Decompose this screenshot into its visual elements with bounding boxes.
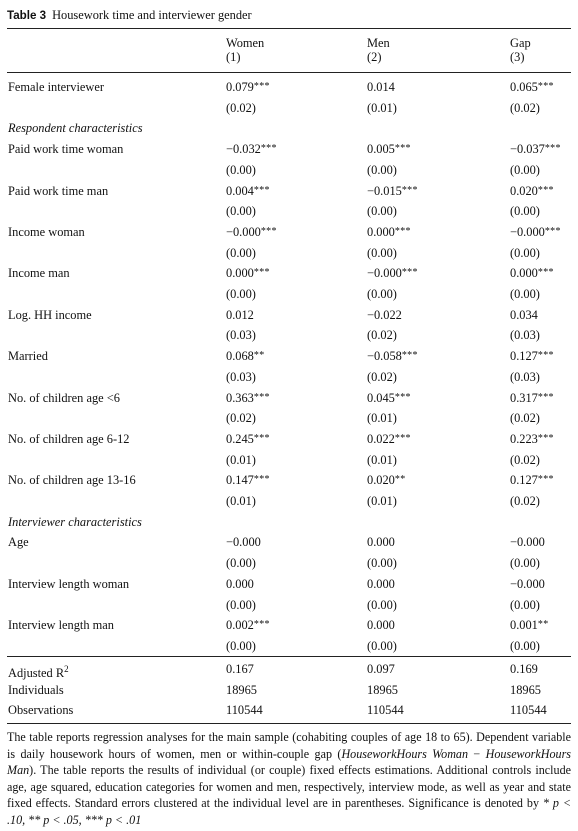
significance-stars: *** [537, 474, 554, 486]
stat-value: 110544 [510, 703, 547, 717]
coefficient-cell: −0.022 [367, 307, 402, 322]
coefficient-cell: 0.002*** [226, 618, 270, 633]
std-error-cell: (0.00) [226, 597, 256, 612]
coefficient-cell: 0.020*** [510, 183, 554, 198]
std-error-cell: (0.01) [367, 452, 397, 467]
significance-stars: *** [253, 267, 270, 279]
std-error-cell: (0.00) [226, 162, 256, 177]
coefficient-cell: −0.015*** [367, 183, 418, 198]
std-error-cell: (0.00) [367, 638, 397, 653]
coefficient-cell: 0.000*** [367, 224, 411, 239]
std-error-cell: (0.02) [510, 494, 540, 508]
significance-stars: *** [537, 81, 554, 92]
std-error-cell: (0.03) [510, 369, 540, 384]
significance-stars: *** [537, 267, 554, 279]
significance-stars: ** [253, 350, 265, 362]
significance-stars: *** [537, 391, 554, 403]
row-label: No. of children age 6-12 [8, 431, 130, 446]
section-heading: Respondent characteristics [8, 121, 143, 136]
coefficient-cell: 0.005*** [367, 142, 411, 157]
coefficient-cell: −0.058*** [367, 349, 418, 364]
significance-stars: *** [537, 432, 554, 444]
std-error-cell: (0.00) [510, 162, 540, 177]
coefficient-cell: 0.065*** [510, 80, 554, 94]
stat-label: Observations [8, 703, 74, 717]
coefficient-cell: −0.000 [510, 535, 545, 550]
significance-stars: *** [394, 391, 411, 403]
std-error-cell: (0.00) [226, 556, 256, 571]
significance-stars: *** [253, 81, 270, 92]
std-error-cell: (0.00) [510, 597, 540, 612]
row-label: Log. HH income [8, 307, 92, 322]
coefficient-cell: 0.004*** [226, 183, 270, 198]
stat-value: 0.167 [226, 662, 254, 676]
coefficient-cell: 0.022*** [367, 431, 411, 446]
section-heading: Interviewer characteristics [8, 514, 142, 529]
coefficient-cell: 0.000 [367, 535, 395, 550]
coefficient-cell: 0.034 [510, 307, 538, 322]
std-error-cell: (0.00) [510, 245, 540, 260]
row-label: Age [8, 535, 29, 550]
std-error-cell: (0.00) [510, 638, 540, 653]
std-error-cell: (0.02) [367, 369, 397, 384]
coefficient-cell: 0.014 [367, 80, 395, 94]
std-error-cell: (0.01) [226, 452, 256, 467]
std-error-cell: (0.03) [226, 328, 256, 343]
stat-label: Adjusted $R^2$ [8, 664, 69, 681]
significance-stars: *** [253, 391, 270, 403]
std-error-cell: (0.01) [367, 100, 397, 115]
significance-stars: *** [544, 143, 561, 155]
table-caption [7, 8, 252, 23]
coefficient-cell: 0.000 [226, 576, 254, 591]
std-error-cell: (0.00) [226, 287, 256, 301]
std-error-cell: (0.00) [367, 597, 397, 612]
formula-women: HouseworkHours Woman [341, 746, 469, 761]
stat-value: 110544 [226, 703, 263, 717]
std-error-cell: (0.01) [367, 411, 397, 426]
stat-value: 18965 [367, 682, 398, 697]
col-header-gap: Gap (3) [510, 36, 531, 64]
coefficient-cell: −0.000*** [367, 266, 418, 281]
coefficient-cell: 0.127*** [510, 349, 554, 364]
stat-label: Individuals [8, 682, 64, 697]
std-error-cell: (0.00) [510, 204, 540, 219]
row-label: Female interviewer [8, 80, 104, 94]
row-label: Income man [8, 266, 70, 281]
row-label: Paid work time woman [8, 142, 124, 157]
std-error-cell: (0.00) [367, 287, 397, 301]
significance-stars: ** [394, 474, 406, 486]
std-error-cell: (0.02) [510, 411, 540, 426]
significance-stars: *** [401, 184, 418, 196]
std-error-cell: (0.00) [226, 245, 256, 260]
significance-stars: ** [537, 619, 549, 631]
coefficient-cell: 0.000 [367, 618, 395, 633]
coefficient-cell: 0.363*** [226, 390, 270, 405]
significance-stars: *** [394, 432, 411, 444]
std-error-cell: (0.02) [226, 411, 256, 426]
row-label: No. of children age <6 [8, 390, 120, 405]
significance-legend: * p < .10, ** p < .05, *** p < .01 [7, 796, 571, 827]
row-label: No. of children age 13-16 [8, 473, 136, 488]
stat-value: 18965 [510, 682, 541, 697]
std-error-cell: (0.03) [510, 328, 540, 343]
significance-stars: *** [537, 184, 554, 196]
coefficient-cell: −0.000*** [510, 224, 561, 239]
significance-stars: *** [401, 267, 418, 279]
coefficient-cell: 0.245*** [226, 431, 270, 446]
table-note: The table reports regression analyses for the main sample (cohabiting couples of age 18 to 65). Dependent variable is daily housework hours of women, men or within-couple gap (HouseworkHours Woman − HouseworkHours Man). The table reports the results of individual (or couple) fixed effects estimations. Additional controls include age, age squared, education categories for women and men, respectively, interview mode, as well as year and state fixed effects. Standard errors clustered at the individual level are in parentheses. Significance is denoted by * p < .10, ** p < .05, *** p < .01 [7, 730, 571, 827]
significance-stars: *** [260, 143, 277, 155]
significance-stars: *** [394, 143, 411, 155]
stats-rule [7, 656, 571, 657]
std-error-cell: (0.00) [367, 556, 397, 571]
col-header-women: Women (1) [226, 36, 265, 64]
std-error-cell: (0.00) [367, 245, 397, 260]
table-title: Housework time and interviewer gender [52, 8, 252, 22]
significance-stars: *** [537, 350, 554, 362]
coefficient-cell: −0.000 [510, 576, 545, 591]
row-label: Interview length woman [8, 576, 130, 591]
std-error-cell: (0.03) [226, 369, 256, 384]
coefficient-cell: 0.020** [367, 473, 406, 488]
significance-stars: *** [544, 225, 561, 237]
row-label: Married [8, 349, 48, 364]
coefficient-cell: 0.000*** [226, 266, 270, 281]
coefficient-cell: −0.032*** [226, 142, 277, 157]
significance-stars: *** [253, 432, 270, 444]
significance-stars: *** [401, 350, 418, 362]
coefficient-cell: −0.000*** [226, 224, 277, 239]
row-label: Interview length man [8, 618, 114, 633]
std-error-cell: (0.00) [510, 287, 540, 301]
significance-stars: *** [253, 184, 270, 196]
stat-value: 0.097 [367, 662, 395, 676]
std-error-cell: (0.02) [510, 452, 540, 467]
coefficient-cell: −0.037*** [510, 142, 561, 157]
coefficient-cell: −0.000 [226, 535, 261, 550]
col-header-men: Men (2) [367, 36, 390, 64]
formula-men: HouseworkHours Man [7, 746, 571, 777]
std-error-cell: (0.00) [367, 204, 397, 219]
top-rule [7, 28, 571, 29]
std-error-cell: (0.00) [226, 204, 256, 219]
coefficient-cell: 0.001** [510, 618, 549, 633]
significance-stars: *** [253, 619, 270, 631]
row-label: Paid work time man [8, 183, 109, 198]
coefficient-cell: 0.000*** [510, 266, 554, 281]
coefficient-cell: 0.079*** [226, 80, 270, 94]
std-error-cell: (0.02) [510, 100, 540, 115]
significance-stars: *** [260, 225, 277, 237]
coefficient-cell: 0.127*** [510, 473, 554, 488]
std-error-cell: (0.01) [226, 494, 256, 508]
bottom-rule [7, 723, 571, 724]
coefficient-cell: 0.000 [367, 576, 395, 591]
significance-stars: *** [394, 225, 411, 237]
std-error-cell: (0.00) [226, 638, 256, 653]
stat-value: 0.169 [510, 662, 538, 676]
significance-stars: *** [253, 474, 270, 486]
row-label: Income woman [8, 224, 85, 239]
std-error-cell: (0.00) [510, 556, 540, 571]
std-error-cell: (0.00) [367, 162, 397, 177]
coefficient-cell: 0.317*** [510, 390, 554, 405]
coefficient-cell: 0.147*** [226, 473, 270, 488]
stat-value: 110544 [367, 703, 404, 717]
stat-value: 18965 [226, 682, 257, 697]
coefficient-cell: 0.045*** [367, 390, 411, 405]
std-error-cell: (0.02) [367, 328, 397, 343]
table-label: Table 3 [7, 9, 47, 22]
coefficient-cell: 0.068** [226, 349, 265, 364]
coefficient-cell: 0.223*** [510, 431, 554, 446]
std-error-cell: (0.01) [367, 494, 397, 508]
header-rule [7, 72, 571, 73]
std-error-cell: (0.02) [226, 100, 256, 115]
coefficient-cell: 0.012 [226, 307, 254, 322]
